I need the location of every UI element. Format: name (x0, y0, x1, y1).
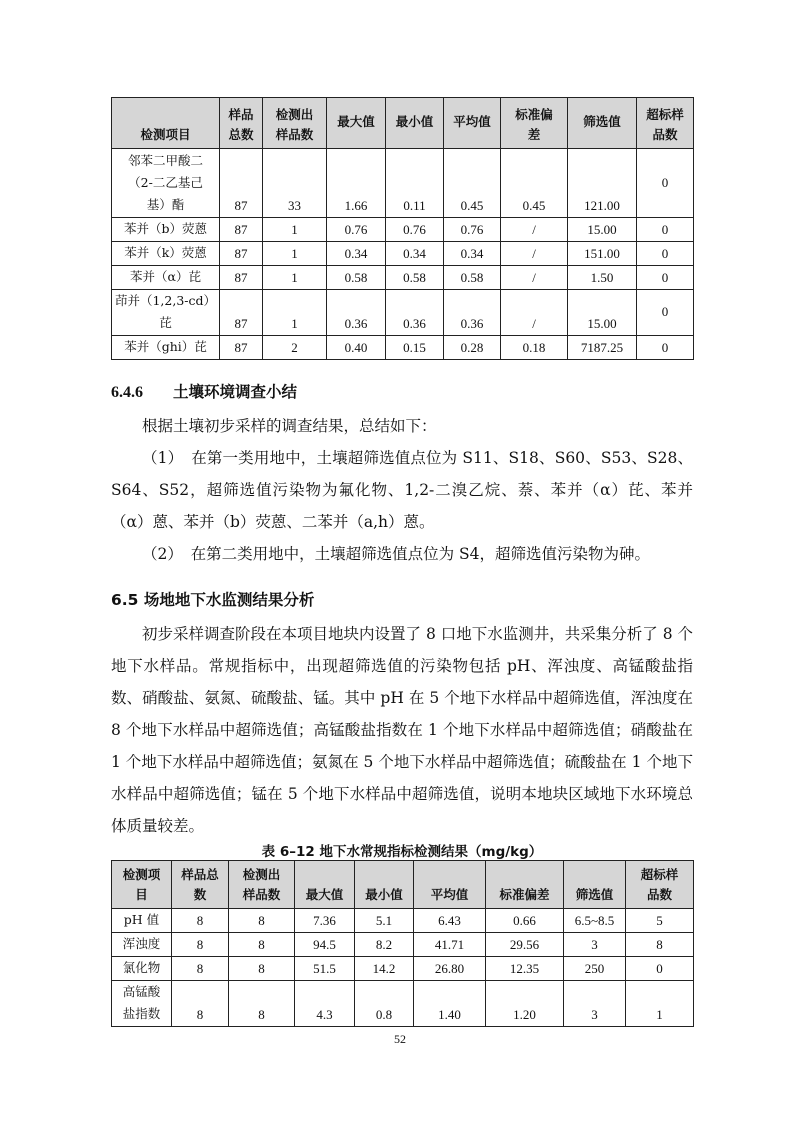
cell-avg: 0.36 (444, 290, 501, 336)
cell-exceed: 5 (626, 909, 694, 933)
header-cell: 超标样 品数 (637, 98, 694, 149)
cell-max: 7.36 (295, 909, 355, 933)
cell-exceed: 0 (637, 336, 694, 360)
paragraph-groundwater: 初步采样调查阶段在本项目地块内设置了 8 口地下水监测井，共采集分析了 8 个地下水样品。常规指标中，出现超筛选值的污染物包括 pH、浑浊度、高锰酸盐指数、硝酸盐、氨氮、硫酸盐、锰。其中 pH 在 5 个地下水样品中超筛选值，浑浊度在 8 个地下水样品中超筛选值；高锰酸盐指数在 1 个地下水样品中超筛选值；硝酸盐在 1 个地下水样品中超筛选值；氨氮在 5 个地下水样品中超筛选值；硫酸盐在 1 个地下水样品中超筛选值；锰在 5 个地下水样品中超筛选值，说明本地块区域地下水环境总体质量较差。 (111, 625, 693, 835)
cell-detected: 1 (263, 290, 327, 336)
cell-std: / (501, 266, 568, 290)
cell-min: 14.2 (355, 957, 414, 981)
table-row (112, 957, 694, 981)
header-cell: 检测项 目 (112, 861, 172, 909)
cell-std: / (501, 218, 568, 242)
cell-max: 4.3 (295, 981, 355, 1027)
cell-exceed: 0 (637, 290, 694, 336)
cell-avg: 1.40 (414, 981, 486, 1027)
cell-min: 0.76 (386, 218, 444, 242)
header-cell: 筛选值 (564, 861, 626, 909)
cell-avg: 6.43 (414, 909, 486, 933)
cell-total: 8 (172, 933, 229, 957)
table-row (112, 266, 694, 290)
cell-screen: 7187.25 (568, 336, 637, 360)
cell-total: 87 (220, 149, 263, 218)
header-cell: 标准偏差 (486, 861, 564, 909)
header-cell: 样品总 数 (172, 861, 229, 909)
header-cell: 最小值 (386, 98, 444, 149)
table-row (112, 981, 694, 1027)
cell-exceed: 8 (626, 933, 694, 957)
cell-name: 浑浊度 (112, 933, 172, 957)
section-title: 土壤环境调查小结 (173, 383, 298, 401)
cell-exceed: 0 (637, 149, 694, 218)
table-row (112, 933, 694, 957)
cell-detected: 8 (229, 957, 295, 981)
cell-name: 苯并（α）芘 (112, 266, 220, 290)
cell-max: 0.40 (327, 336, 386, 360)
cell-screen: 250 (564, 957, 626, 981)
header-cell: 标准偏 差 (501, 98, 568, 149)
cell-exceed: 0 (637, 242, 694, 266)
cell-avg: 41.71 (414, 933, 486, 957)
cell-avg: 0.34 (444, 242, 501, 266)
cell-max: 0.34 (327, 242, 386, 266)
cell-min: 8.2 (355, 933, 414, 957)
cell-total: 87 (220, 336, 263, 360)
cell-exceed: 0 (637, 218, 694, 242)
paragraph-item-1: （1） 在第一类用地中，土壤超筛选值点位为 S11、S18、S60、S53、S28、S64、S52，超筛选值污染物为氟化物、1,2-二溴乙烷、萘、苯并（α）芘、苯并（α）蒽、苯并（b）荧蒽、二苯并（a,h）蒽。 (111, 449, 693, 531)
header-cell: 样品 总数 (220, 98, 263, 149)
header-cell: 检测出 样品数 (263, 98, 327, 149)
cell-name: 茚并（1,2,3-cd） 芘 (112, 290, 220, 336)
cell-name: 苯并（k）荧蒽 (112, 242, 220, 266)
cell-screen: 15.00 (568, 290, 637, 336)
header-cell: 超标样 品数 (626, 861, 694, 909)
cell-std: 12.35 (486, 957, 564, 981)
page-number: 52 (394, 1032, 406, 1046)
cell-detected: 1 (263, 266, 327, 290)
cell-exceed: 0 (637, 266, 694, 290)
cell-avg: 0.58 (444, 266, 501, 290)
cell-max: 0.76 (327, 218, 386, 242)
section-heading-6-4-6 (111, 380, 297, 402)
header-cell: 检测项目 (112, 98, 220, 149)
cell-avg: 26.80 (414, 957, 486, 981)
table-row (112, 242, 694, 266)
cell-screen: 121.00 (568, 149, 637, 218)
cell-total: 8 (172, 957, 229, 981)
cell-total: 87 (220, 218, 263, 242)
cell-std: 0.45 (501, 149, 568, 218)
cell-detected: 1 (263, 242, 327, 266)
cell-screen: 3 (564, 933, 626, 957)
cell-avg: 0.45 (444, 149, 501, 218)
groundwater-results-table (111, 860, 694, 1027)
cell-detected: 8 (229, 933, 295, 957)
cell-total: 87 (220, 242, 263, 266)
table-row (112, 290, 694, 336)
cell-name: pH 值 (112, 909, 172, 933)
cell-total: 8 (172, 909, 229, 933)
section-heading-6-5: 6.5 场地地下水监测结果分析 (111, 591, 315, 609)
cell-name: 苯并（ghi）芘 (112, 336, 220, 360)
header-cell: 检测出 样品数 (229, 861, 295, 909)
cell-screen: 3 (564, 981, 626, 1027)
header-cell: 最小值 (355, 861, 414, 909)
table-row (112, 336, 694, 360)
cell-max: 0.58 (327, 266, 386, 290)
cell-min: 0.15 (386, 336, 444, 360)
cell-screen: 6.5~8.5 (564, 909, 626, 933)
cell-std: / (501, 290, 568, 336)
cell-detected: 1 (263, 218, 327, 242)
cell-max: 51.5 (295, 957, 355, 981)
header-cell: 平均值 (444, 98, 501, 149)
cell-min: 0.8 (355, 981, 414, 1027)
cell-std: 0.66 (486, 909, 564, 933)
header-cell: 筛选值 (568, 98, 637, 149)
cell-min: 0.34 (386, 242, 444, 266)
cell-min: 0.58 (386, 266, 444, 290)
header-cell: 平均值 (414, 861, 486, 909)
cell-total: 87 (220, 266, 263, 290)
cell-exceed: 0 (626, 957, 694, 981)
cell-avg: 0.28 (444, 336, 501, 360)
cell-avg: 0.76 (444, 218, 501, 242)
cell-screen: 151.00 (568, 242, 637, 266)
header-cell: 最大值 (327, 98, 386, 149)
paragraph-intro: 根据土壤初步采样的调查结果，总结如下： (142, 417, 437, 435)
cell-detected: 33 (263, 149, 327, 218)
cell-std: 29.56 (486, 933, 564, 957)
cell-name: 苯并（b）荧蒽 (112, 218, 220, 242)
cell-std: 1.20 (486, 981, 564, 1027)
cell-screen: 15.00 (568, 218, 637, 242)
cell-total: 87 (220, 290, 263, 336)
table-row (112, 218, 694, 242)
table-row (112, 909, 694, 933)
section-number: 6.4.6 (111, 384, 143, 401)
cell-name: 高锰酸 盐指数 (112, 981, 172, 1027)
header-cell: 最大值 (295, 861, 355, 909)
cell-total: 8 (172, 981, 229, 1027)
cell-exceed: 1 (626, 981, 694, 1027)
cell-name: 氯化物 (112, 957, 172, 981)
cell-min: 5.1 (355, 909, 414, 933)
cell-max: 1.66 (327, 149, 386, 218)
cell-max: 0.36 (327, 290, 386, 336)
cell-screen: 1.50 (568, 266, 637, 290)
paragraph-item-2: （2） 在第二类用地中，土壤超筛选值点位为 S4，超筛选值污染物为砷。 (142, 545, 651, 563)
cell-min: 0.36 (386, 290, 444, 336)
cell-detected: 8 (229, 909, 295, 933)
cell-max: 94.5 (295, 933, 355, 957)
table-caption: 表 6–12 地下水常规指标检测结果（mg/kg） (261, 844, 543, 860)
table-header-row (112, 98, 694, 149)
cell-name: 邻苯二甲酸二 （2-二乙基己 基）酯 (112, 149, 220, 218)
table-header-row (112, 861, 694, 909)
cell-min: 0.11 (386, 149, 444, 218)
soil-results-table (111, 97, 694, 360)
table-row (112, 149, 694, 218)
cell-detected: 2 (263, 336, 327, 360)
cell-std: 0.18 (501, 336, 568, 360)
cell-detected: 8 (229, 981, 295, 1027)
cell-std: / (501, 242, 568, 266)
